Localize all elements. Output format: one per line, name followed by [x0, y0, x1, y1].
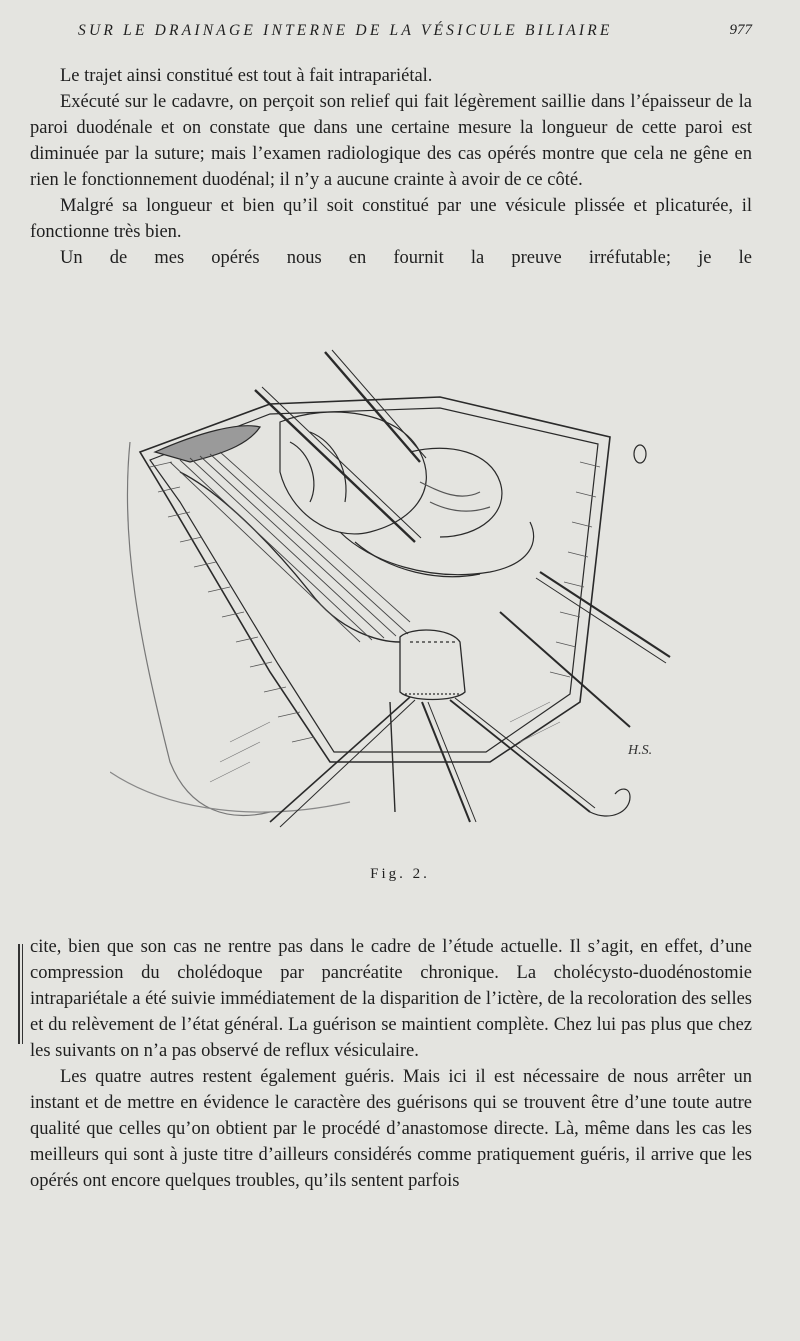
bottom-text-block — [30, 934, 752, 1194]
paragraph-3: Malgré sa longueur et bien qu’il soit constitué par une vésicule plissée et plicaturée, il fonctionne très bien. — [30, 196, 752, 242]
paragraph-6: Les quatre autres restent également guéris. Mais ici il est nécessaire de nous arrêter un instant et de mettre en évidence le caractère des guérisons qui se trouvent être d’une toute autre qualité que celles qu’on obtient par le procédé d’anastomose directe. Là, même dans les cas les meilleurs qui sont à juste titre d’ailleurs considérés comme pratiquement guéris, il arrive que les opérés ont encore quelques troubles, qu’ils sentent parfois — [30, 1067, 752, 1191]
margin-mark — [18, 944, 20, 1044]
top-text-block — [30, 63, 752, 271]
paragraph-4: Un de mes opérés nous en fournit la preuve irréfutable; je le — [60, 248, 752, 268]
paragraph-5: cite, bien que son cas ne rentre pas dans le cadre de l’étude actuelle. Il s’agit, en effet, d’une compression du cholédoque par pancréatite chronique. La cholécysto-duodénostomie intrapariétale a été suivie immédiatement de la disparition de l’ictère, de la recoloration des selles et du relèvement de l’état général. La guérison se maintient complète. Chez lui pas plus que chez les suivants on n’a pas observé de reflux vésiculaire. — [30, 937, 752, 1061]
running-head: SUR LE DRAINAGE INTERNE DE LA VÉSICULE BILIAIRE — [78, 22, 613, 39]
page-number: 977 — [729, 22, 752, 38]
surgical-illustration — [110, 342, 680, 832]
paragraph-2: Exécuté sur le cadavre, on perçoit son relief qui fait légèrement saillie dans l’épaisseur de la paroi duodénale et on constate que dans une certaine mesure la longueur de cette paroi est diminuée par la suture; mais l’examen radiologique des cas opérés montre que cela ne gêne en rien le fonctionnement duodénal; il n’y a aucune crainte à avoir de ce côté. — [30, 92, 752, 190]
margin-mark-inner — [22, 944, 23, 1044]
figure-caption: Fig. 2. — [370, 866, 430, 882]
paragraph-1: Le trajet ainsi constitué est tout à fait intrapariétal. — [60, 66, 433, 86]
artist-signature: H.S. — [628, 743, 653, 758]
